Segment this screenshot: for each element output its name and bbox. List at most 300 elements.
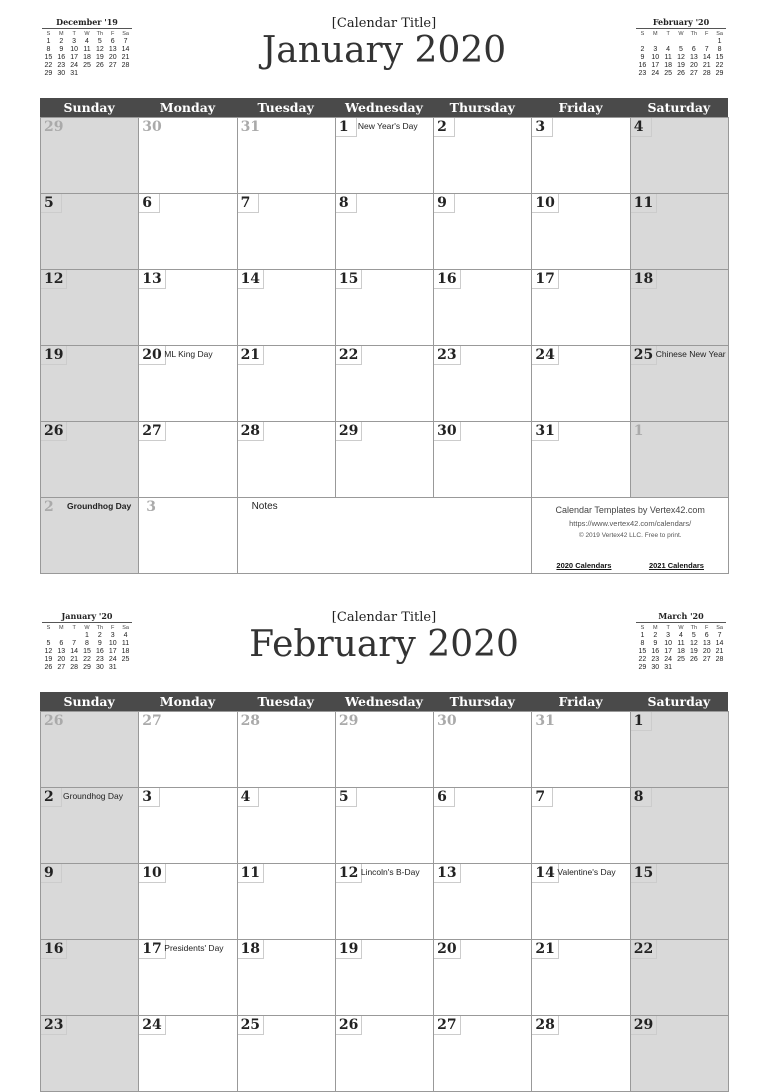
mini-day-number: 3 — [110, 632, 115, 639]
mini-day-number: 29 — [715, 70, 724, 77]
mini-day-number — [106, 70, 119, 78]
day-cell[interactable] — [434, 940, 532, 1016]
day-number: 26 — [41, 422, 67, 441]
mini-day-number: 7 — [72, 640, 77, 647]
day-cell[interactable] — [532, 118, 630, 194]
day-cell[interactable] — [631, 788, 729, 864]
mini-day-number: 5 — [679, 46, 683, 53]
day-number: 3 — [532, 118, 553, 137]
day-cell[interactable] — [336, 864, 434, 940]
day-number: 17 — [139, 940, 165, 959]
mini-day-number: 18 — [677, 648, 685, 655]
day-number: 18 — [238, 940, 264, 959]
mini-day-number: 29 — [44, 70, 53, 77]
mini-day-name: T — [666, 625, 670, 631]
mini-day-name: F — [705, 31, 709, 37]
day-cell[interactable] — [336, 788, 434, 864]
day-cell[interactable] — [139, 346, 237, 422]
mini-day-number: 12 — [689, 640, 698, 647]
day-number: 23 — [434, 346, 460, 365]
day-cell[interactable] — [631, 712, 729, 788]
mini-day-number — [649, 38, 662, 46]
day-cell[interactable] — [336, 1016, 434, 1092]
day-number: 15 — [631, 864, 657, 883]
mini-day-number: 5 — [691, 632, 696, 639]
mini-day-number: 8 — [717, 46, 722, 53]
day-cell[interactable] — [238, 940, 336, 1016]
day-cell[interactable] — [631, 194, 729, 270]
mini-day-number: 15 — [638, 648, 647, 655]
day-number: 10 — [139, 864, 165, 883]
day-number: 13 — [434, 864, 460, 883]
mini-day-number: 23 — [638, 70, 647, 77]
event-label: Lincoln's B-Day — [360, 867, 420, 877]
mini-day-number: 18 — [664, 62, 673, 69]
day-cell[interactable] — [336, 940, 434, 1016]
mini-day-number: 5 — [46, 640, 51, 647]
event-label: New Year's Day — [357, 121, 418, 131]
day-number: 24 — [139, 1016, 165, 1035]
mini-calendar-march — [636, 612, 726, 680]
day-header: Sunday — [63, 100, 115, 115]
mini-day-number: 30 — [651, 664, 660, 671]
calendar-title: [Calendar Title] — [331, 610, 437, 625]
mini-day-name: T — [72, 31, 76, 37]
day-cell[interactable] — [336, 712, 434, 788]
mini-day-number: 20 — [689, 62, 698, 69]
day-cell[interactable] — [434, 712, 532, 788]
day-number: 1 — [631, 712, 652, 731]
mini-day-number — [700, 38, 713, 46]
day-number: 29 — [41, 118, 66, 136]
mini-day-number: 1 — [85, 632, 89, 639]
mini-day-number: 26 — [689, 656, 698, 663]
mini-day-number: 17 — [664, 648, 673, 655]
mini-day-number: 7 — [704, 46, 709, 53]
day-number: 30 — [434, 422, 460, 441]
mini-day-name: Th — [690, 31, 698, 37]
day-cell[interactable] — [41, 788, 139, 864]
day-number: 11 — [238, 864, 264, 883]
mini-day-name: F — [111, 31, 115, 37]
day-number: 19 — [41, 346, 67, 365]
mini-day-name: Sa — [122, 31, 129, 37]
credit-line: Calendar Templates by Vertex42.com — [555, 505, 705, 515]
day-number: 9 — [41, 864, 62, 883]
day-cell[interactable] — [434, 194, 532, 270]
mini-day-number — [636, 672, 649, 680]
day-number: 11 — [631, 194, 657, 213]
mini-day-number: 20 — [108, 54, 117, 61]
day-cell[interactable] — [631, 270, 729, 346]
day-number: 23 — [41, 1016, 67, 1035]
mini-day-name: Sa — [716, 625, 723, 631]
day-cell[interactable] — [532, 712, 630, 788]
day-cell[interactable] — [532, 194, 630, 270]
day-number: 4 — [238, 788, 259, 807]
mini-day-number: 19 — [44, 656, 53, 663]
credit-url[interactable]: https://www.vertex42.com/calendars/ — [569, 519, 692, 528]
day-number: 12 — [41, 270, 67, 289]
mini-day-name: S — [46, 31, 51, 37]
copyright-line: © 2019 Vertex42 LLC. Free to print. — [578, 532, 682, 539]
mini-day-number: 19 — [677, 62, 685, 69]
mini-day-number: 4 — [666, 46, 671, 53]
day-cell[interactable] — [41, 118, 139, 194]
mini-day-number: 11 — [121, 640, 130, 647]
mini-day-name: F — [111, 625, 115, 631]
mini-day-number — [675, 38, 688, 46]
mini-day-number: 29 — [83, 664, 91, 671]
day-number: 8 — [631, 788, 652, 807]
mini-day-number: 12 — [44, 648, 53, 655]
mini-day-number: 5 — [97, 38, 102, 45]
mini-calendar-title: January '20 — [42, 612, 132, 623]
day-header: Thursday — [449, 694, 515, 709]
day-number: 14 — [238, 270, 264, 289]
day-number: 25 — [238, 1016, 264, 1035]
february-page — [40, 594, 728, 1034]
day-cell[interactable] — [139, 788, 237, 864]
day-number: 1 — [631, 422, 651, 440]
mini-day-name: M — [652, 625, 658, 631]
day-cell[interactable] — [532, 940, 630, 1016]
month-title: February 2020 — [249, 624, 519, 665]
mini-day-number: 9 — [653, 640, 658, 647]
mini-day-number: 15 — [44, 54, 53, 61]
mini-day-number: 26 — [44, 664, 53, 671]
mini-day-number: 26 — [95, 62, 104, 69]
day-cell[interactable] — [336, 422, 434, 498]
day-number: 2 — [41, 498, 61, 516]
mini-day-number: 10 — [651, 54, 660, 61]
mini-day-number — [687, 38, 700, 46]
day-cell[interactable] — [41, 864, 139, 940]
mini-day-number: 24 — [108, 656, 117, 663]
link-2020-calendars[interactable]: 2020 Calendars — [556, 561, 612, 570]
day-number: 31 — [535, 713, 555, 729]
mini-day-number: 7 — [717, 632, 722, 639]
month-title: January 2020 — [261, 30, 507, 71]
mini-day-name: M — [58, 31, 64, 37]
day-number: 20 — [139, 346, 165, 365]
mini-day-number: 6 — [704, 632, 709, 639]
mini-day-number — [662, 38, 675, 46]
mini-day-name: W — [84, 31, 90, 37]
day-number: 29 — [631, 1016, 657, 1035]
day-cell[interactable] — [41, 346, 139, 422]
day-cell[interactable] — [41, 194, 139, 270]
day-number: 17 — [532, 270, 558, 289]
day-header: Monday — [159, 100, 216, 115]
mini-day-number: 31 — [70, 70, 79, 77]
day-cell[interactable] — [238, 1016, 336, 1092]
day-cell[interactable] — [139, 498, 237, 574]
day-cell[interactable] — [238, 270, 336, 346]
day-cell[interactable] — [532, 422, 630, 498]
mini-day-number: 22 — [44, 62, 53, 69]
mini-day-number: 23 — [651, 656, 660, 663]
day-cell[interactable] — [336, 270, 434, 346]
mini-day-number: 13 — [689, 54, 698, 61]
mini-day-number: 21 — [70, 656, 79, 663]
day-cell[interactable] — [631, 346, 729, 422]
day-cell[interactable] — [238, 194, 336, 270]
day-cell[interactable] — [434, 788, 532, 864]
mini-day-number: 11 — [677, 640, 685, 647]
mini-day-number: 21 — [702, 62, 711, 69]
mini-day-number: 28 — [702, 70, 711, 77]
event-label: Valentine's Day — [557, 867, 616, 877]
day-cell[interactable] — [532, 1016, 630, 1092]
mini-day-number: 10 — [108, 640, 117, 647]
mini-day-number: 6 — [691, 46, 696, 53]
mini-calendar-title: February '20 — [636, 18, 726, 29]
day-cell[interactable] — [532, 346, 630, 422]
mini-day-number: 1 — [640, 632, 645, 639]
day-cell[interactable] — [238, 864, 336, 940]
mini-day-number: 16 — [638, 62, 647, 69]
mini-day-number — [636, 38, 649, 46]
mini-day-number: 2 — [59, 38, 64, 45]
day-number: 12 — [336, 864, 362, 883]
day-header: Friday — [558, 100, 603, 115]
mini-day-number: 29 — [638, 664, 647, 671]
mini-day-name: Th — [96, 625, 104, 631]
day-number: 28 — [238, 422, 264, 441]
mini-day-number: 18 — [83, 54, 91, 61]
day-cell[interactable] — [434, 422, 532, 498]
day-cell[interactable] — [41, 940, 139, 1016]
mini-day-name: Th — [96, 31, 104, 37]
day-cell[interactable] — [139, 1016, 237, 1092]
day-header-row — [40, 692, 728, 711]
mini-day-number: 24 — [651, 70, 660, 77]
mini-day-number: 22 — [715, 62, 724, 69]
mini-day-number: 23 — [95, 656, 104, 663]
day-number: 2 — [434, 118, 455, 137]
mini-day-number — [713, 664, 726, 672]
mini-day-number: 3 — [72, 38, 77, 45]
day-header: Tuesday — [257, 694, 314, 709]
day-header: Wednesday — [345, 100, 423, 115]
mini-day-number: 16 — [651, 648, 660, 655]
notes-label: Notes — [251, 501, 278, 512]
day-number: 29 — [336, 422, 362, 441]
mini-day-number: 19 — [689, 648, 698, 655]
day-cell[interactable] — [238, 118, 336, 194]
day-number: 6 — [139, 194, 160, 213]
mini-day-number: 26 — [677, 70, 685, 77]
day-cell[interactable] — [631, 422, 729, 498]
mini-day-number: 17 — [70, 54, 79, 61]
january-page — [40, 0, 728, 580]
event-label: Chinese New Year — [655, 349, 726, 359]
month-grid — [40, 711, 729, 1092]
mini-day-number: 27 — [57, 664, 66, 671]
mini-day-name: T — [72, 625, 76, 631]
mini-day-number: 21 — [121, 54, 130, 61]
day-number: 5 — [41, 194, 62, 213]
mini-day-name: S — [640, 625, 645, 631]
mini-day-number: 15 — [83, 648, 91, 655]
mini-day-number: 13 — [702, 640, 711, 647]
day-number: 7 — [238, 194, 259, 213]
day-number: 7 — [532, 788, 553, 807]
mini-day-number: 10 — [664, 640, 673, 647]
day-number: 30 — [437, 713, 457, 729]
mini-day-number: 31 — [108, 664, 117, 671]
event-label: Groundhog Day — [63, 791, 124, 801]
day-cell[interactable] — [41, 270, 139, 346]
day-number: 27 — [142, 713, 162, 729]
day-number: 21 — [532, 940, 558, 959]
day-number: 18 — [631, 270, 657, 289]
day-cell[interactable] — [139, 422, 237, 498]
day-number: 27 — [434, 1016, 460, 1035]
mini-day-number: 25 — [83, 62, 91, 69]
mini-day-number: 11 — [664, 54, 672, 61]
mini-day-name: M — [58, 625, 64, 631]
day-cell[interactable] — [139, 940, 237, 1016]
mini-day-number: 25 — [121, 656, 130, 663]
day-number: 2 — [41, 788, 62, 807]
day-header: Wednesday — [345, 694, 423, 709]
day-number: 24 — [532, 346, 558, 365]
day-cell[interactable] — [631, 1016, 729, 1092]
credit-box — [532, 498, 729, 574]
day-number: 15 — [336, 270, 362, 289]
day-cell[interactable] — [41, 712, 139, 788]
day-cell[interactable] — [434, 1016, 532, 1092]
mini-day-name: S — [640, 31, 645, 37]
day-number: 10 — [532, 194, 558, 213]
mini-day-number: 22 — [638, 656, 647, 663]
mini-day-number — [675, 664, 688, 672]
calendar-title: [Calendar Title] — [331, 16, 437, 31]
mini-day-number: 30 — [57, 70, 66, 77]
mini-day-name: T — [666, 31, 670, 37]
mini-day-number: 4 — [123, 632, 128, 639]
day-header: Sunday — [63, 694, 115, 709]
day-header: Saturday — [647, 694, 711, 709]
mini-day-number: 14 — [702, 54, 711, 61]
mini-calendar-title: December '19 — [42, 18, 132, 29]
day-number: 1 — [336, 118, 357, 137]
mini-day-number: 2 — [97, 632, 102, 639]
mini-day-number: 9 — [59, 46, 64, 53]
mini-day-name: Th — [690, 625, 698, 631]
mini-day-name: W — [678, 31, 684, 37]
mini-day-number: 25 — [677, 656, 685, 663]
day-cell[interactable] — [238, 788, 336, 864]
mini-day-number: 28 — [121, 62, 130, 69]
day-number: 5 — [336, 788, 357, 807]
day-cell[interactable] — [238, 346, 336, 422]
mini-day-number: 27 — [689, 70, 698, 77]
day-cell[interactable] — [434, 270, 532, 346]
mini-day-number: 7 — [123, 38, 128, 45]
day-number: 31 — [240, 119, 261, 135]
day-header: Thursday — [449, 100, 515, 115]
day-number: 14 — [532, 864, 558, 883]
mini-day-number: 22 — [83, 656, 91, 663]
day-cell[interactable] — [41, 1016, 139, 1092]
mini-day-number — [42, 672, 55, 680]
mini-day-number: 23 — [57, 62, 66, 69]
day-cell[interactable] — [434, 118, 532, 194]
mini-day-number: 14 — [70, 648, 79, 655]
mini-day-number: 20 — [57, 656, 66, 663]
day-number: 26 — [336, 1016, 362, 1035]
day-cell[interactable] — [631, 864, 729, 940]
mini-day-number — [119, 664, 132, 672]
event-label: Presidents' Day — [164, 943, 224, 953]
day-cell[interactable] — [139, 194, 237, 270]
day-cell[interactable] — [41, 498, 139, 574]
day-cell[interactable] — [139, 270, 237, 346]
mini-day-number: 28 — [715, 656, 724, 663]
link-2021-calendars[interactable]: 2021 Calendars — [648, 561, 704, 570]
day-cell[interactable] — [336, 346, 434, 422]
day-cell[interactable] — [238, 422, 336, 498]
mini-day-number: 24 — [664, 656, 673, 663]
mini-day-number: 17 — [651, 62, 660, 69]
mini-day-number: 6 — [59, 640, 64, 647]
day-cell[interactable] — [238, 712, 336, 788]
mini-day-number: 28 — [70, 664, 79, 671]
day-number: 31 — [532, 422, 558, 441]
mini-day-number: 8 — [46, 46, 51, 53]
day-cell[interactable] — [434, 346, 532, 422]
mini-day-number: 4 — [85, 38, 89, 45]
day-cell[interactable] — [532, 270, 630, 346]
mini-day-number: 16 — [95, 648, 104, 655]
mini-day-number — [119, 70, 132, 78]
day-header: Saturday — [647, 100, 711, 115]
day-number: 26 — [41, 712, 66, 730]
mini-day-number — [700, 664, 713, 672]
day-number: 22 — [336, 346, 362, 365]
mini-day-number: 9 — [640, 54, 645, 61]
day-cell[interactable] — [532, 864, 630, 940]
mini-day-number: 6 — [110, 38, 115, 45]
day-cell[interactable] — [139, 118, 237, 194]
day-cell[interactable] — [631, 940, 729, 1016]
day-cell[interactable] — [434, 864, 532, 940]
day-cell[interactable] — [631, 118, 729, 194]
day-cell[interactable] — [139, 712, 237, 788]
day-header-row — [40, 98, 728, 117]
mini-day-number: 12 — [95, 46, 104, 53]
day-cell[interactable] — [139, 864, 237, 940]
day-number: 16 — [434, 270, 460, 289]
day-number: 19 — [336, 940, 362, 959]
day-cell[interactable] — [336, 194, 434, 270]
mini-day-number: 19 — [95, 54, 104, 61]
mini-day-name: S — [46, 625, 51, 631]
notes-area[interactable] — [238, 498, 533, 574]
day-number: 13 — [139, 270, 165, 289]
mini-day-number: 8 — [85, 640, 89, 647]
day-number: 28 — [532, 1016, 558, 1035]
mini-day-number: 13 — [57, 648, 66, 655]
day-cell[interactable] — [336, 118, 434, 194]
day-cell[interactable] — [532, 788, 630, 864]
day-number: 16 — [41, 940, 67, 959]
day-cell[interactable] — [41, 422, 139, 498]
mini-day-number: 27 — [108, 62, 117, 69]
